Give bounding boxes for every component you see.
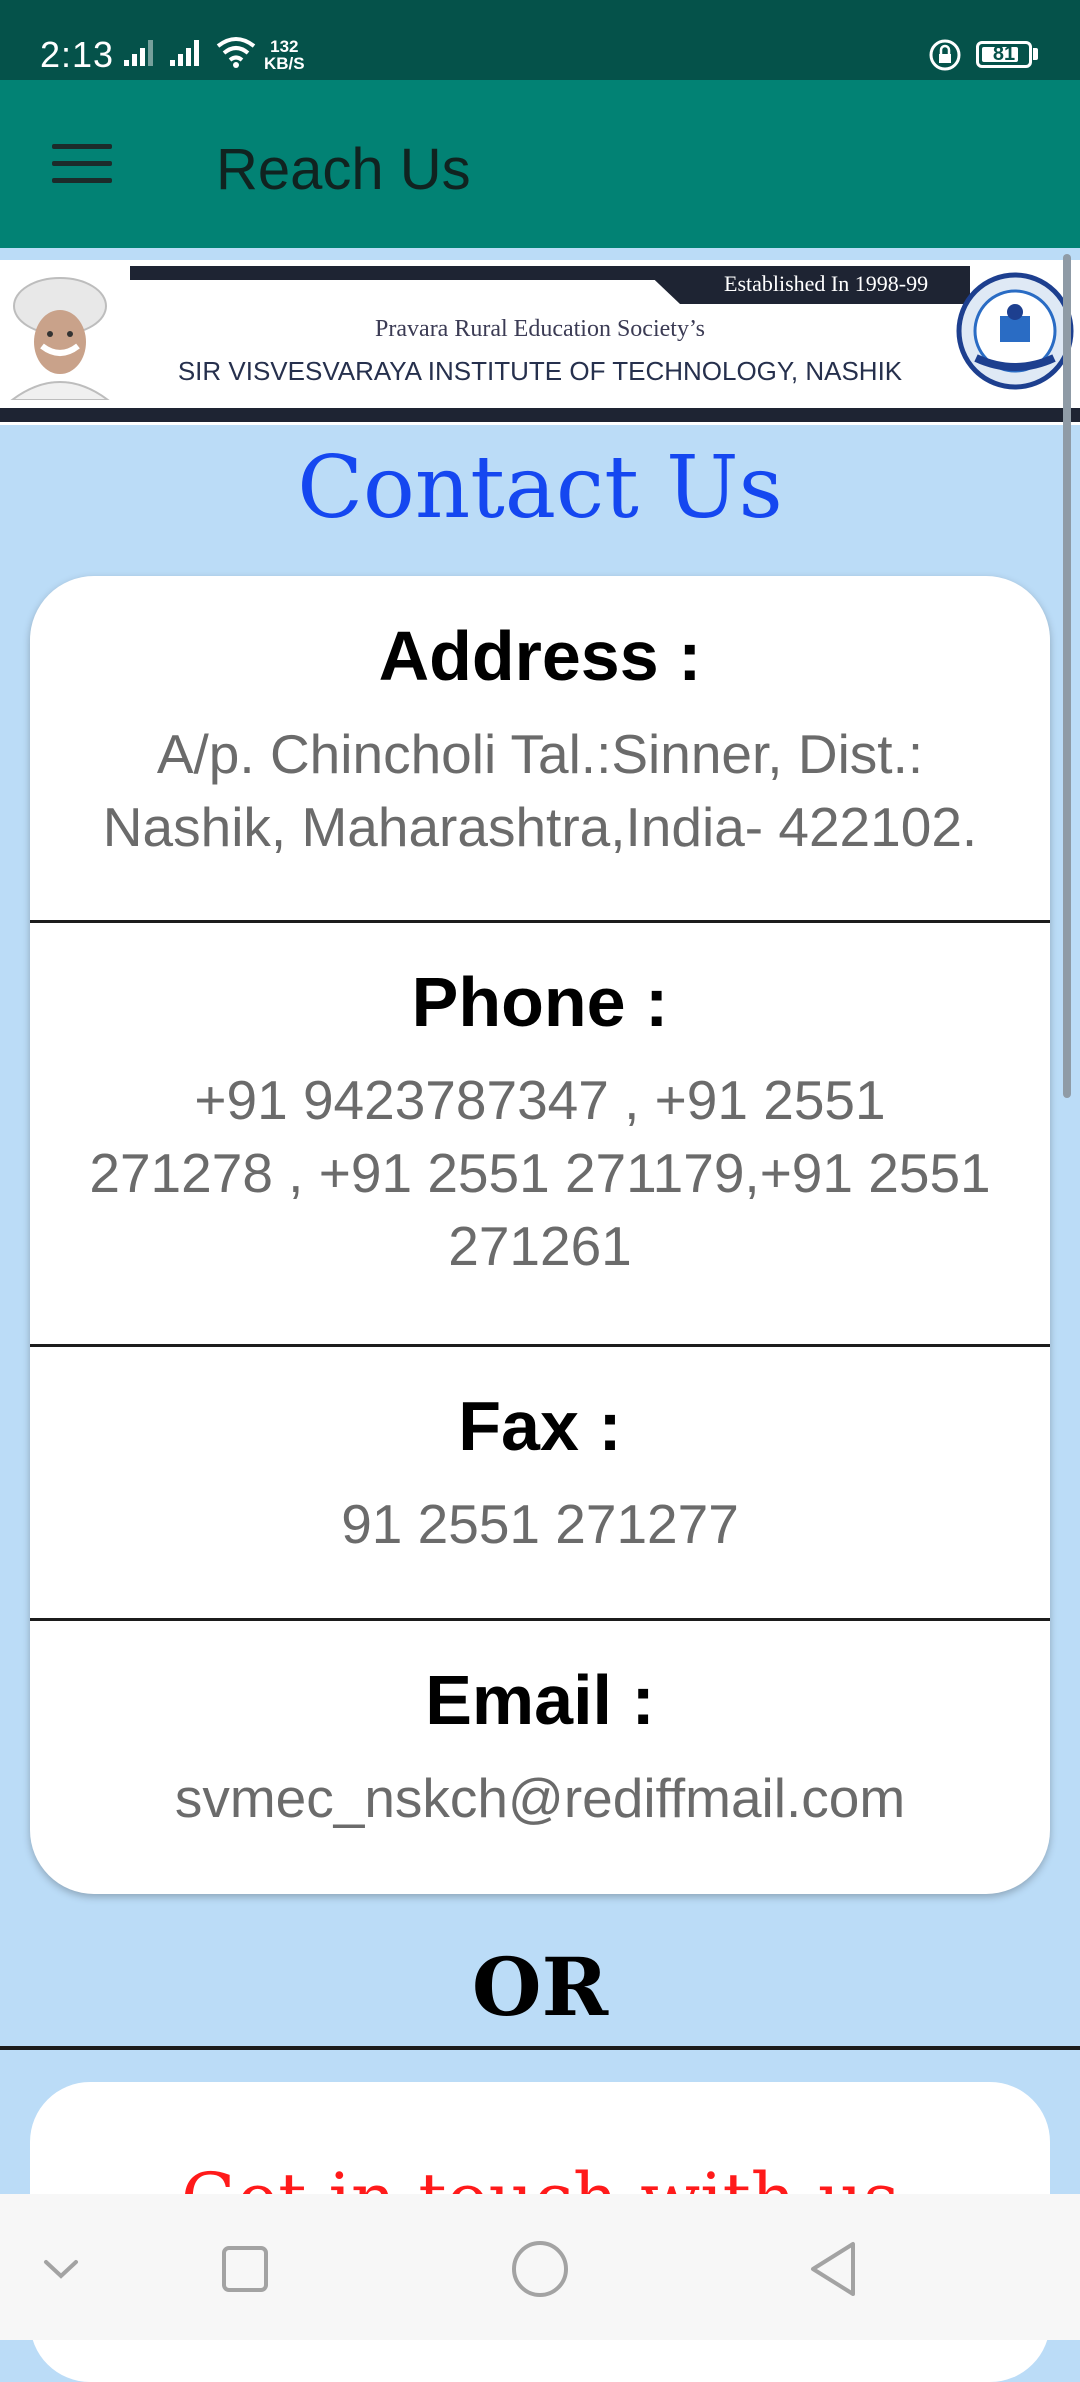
recents-square-icon[interactable] [210, 2234, 280, 2304]
phone-line: +91 9423787347 , +91 2551 [194, 1069, 886, 1131]
contact-card [30, 576, 1050, 1894]
network-speed [264, 38, 305, 72]
status-time: 2:13 [40, 34, 115, 75]
college-banner [0, 260, 1080, 425]
phone-label: Phone : [411, 963, 669, 1041]
or-divider-line [0, 2046, 1080, 2050]
fax-label: Fax : [458, 1387, 622, 1465]
address-line: A/p. Chincholi Tal.:Sinner, Dist.: [156, 723, 924, 785]
lock-icon [928, 38, 962, 72]
contact-us-heading: Contact Us [297, 438, 783, 538]
hamburger-menu-icon[interactable] [52, 142, 112, 186]
page-title: Reach Us [216, 137, 471, 202]
fax-value: 91 2551 271277 [341, 1493, 739, 1555]
signal-icon [124, 36, 158, 68]
email-value: svmec_nskch@rediffmail.com [174, 1767, 906, 1829]
address-value [30, 718, 1050, 864]
institute-name: SIR VISVESVARAYA INSTITUTE OF TECHNOLOGY, NASHIK [177, 356, 903, 386]
phone-line: 271261 [448, 1215, 632, 1277]
battery-level: 81 [992, 43, 1016, 65]
email-section [30, 1660, 1050, 1835]
or-separator: OR [471, 1940, 609, 2034]
battery-tip [1033, 48, 1038, 60]
established-badge [680, 266, 970, 304]
scrollbar[interactable] [1063, 254, 1071, 1098]
address-section [30, 616, 1050, 864]
founder-portrait [2, 272, 118, 400]
system-nav-bar [0, 2194, 1080, 2340]
phone-value [30, 1064, 1050, 1283]
back-triangle-icon[interactable] [800, 2234, 870, 2304]
banner-bottom-bar [0, 408, 1080, 422]
established-text: Established In 1998-99 [724, 271, 929, 296]
battery-icon [976, 41, 1032, 68]
email-label: Email : [425, 1661, 655, 1739]
address-label: Address : [378, 617, 702, 695]
address-line: Nashik, Maharashtra,India- 422102. [102, 796, 978, 858]
section-divider [30, 920, 1050, 923]
phone-line: 271278 , +91 2551 271179,+91 2551 [89, 1142, 991, 1204]
network-speed-value: 132 [270, 37, 299, 56]
fax-section [30, 1386, 1050, 1561]
chevron-down-icon[interactable] [26, 2234, 96, 2304]
signal-icon [170, 36, 204, 68]
society-name: Pravara Rural Education Society’s [375, 316, 705, 342]
section-divider [30, 1618, 1050, 1621]
status-bar [0, 0, 1080, 80]
institute-seal-logo [956, 272, 1074, 390]
section-divider [30, 1344, 1050, 1347]
wifi-icon [216, 36, 256, 68]
home-circle-icon[interactable] [505, 2234, 575, 2304]
network-speed-unit: KB/S [264, 54, 305, 73]
phone-section [30, 962, 1050, 1283]
app-bar [0, 80, 1080, 248]
